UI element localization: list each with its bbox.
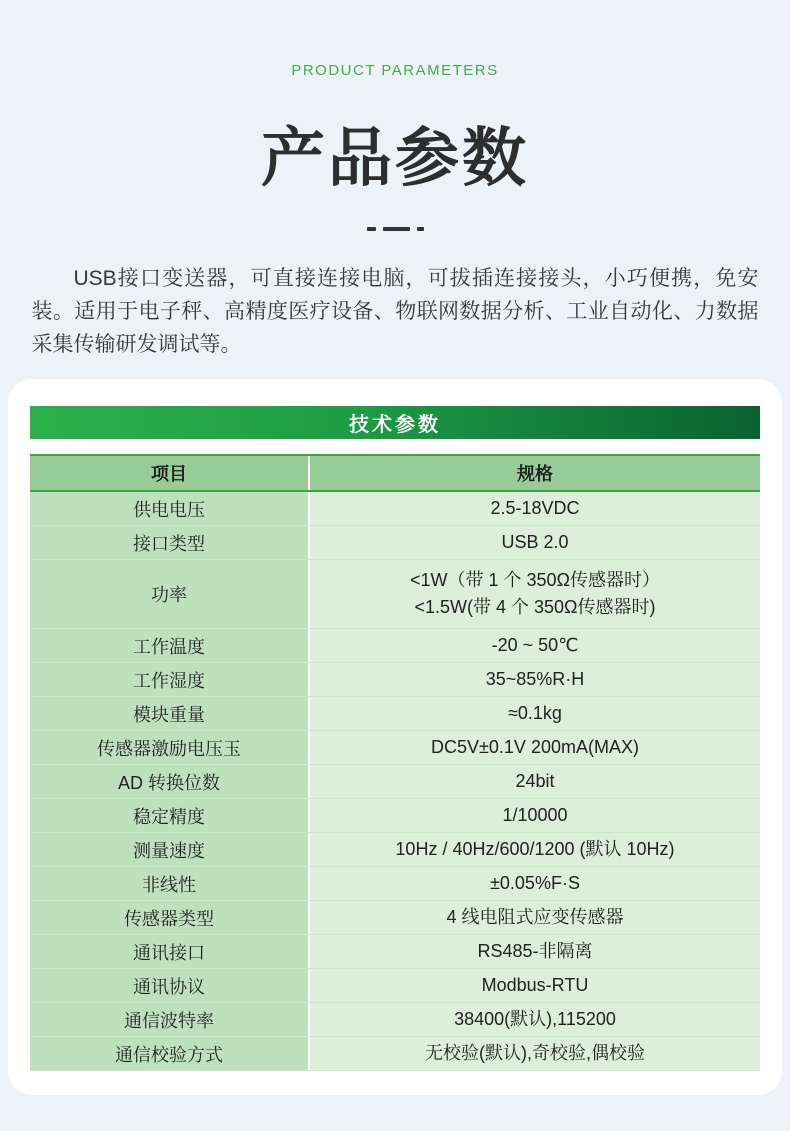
spec-card bbox=[8, 379, 782, 1095]
spec-item-value: 1/10000 bbox=[310, 799, 760, 832]
spec-item-value: Modbus-RTU bbox=[310, 969, 760, 1002]
table-header-row bbox=[30, 454, 760, 492]
table-row bbox=[30, 935, 760, 969]
spec-item-value: 2.5-18VDC bbox=[310, 492, 760, 525]
spec-item-label: 通信波特率 bbox=[30, 1003, 310, 1036]
table-row bbox=[30, 799, 760, 833]
spec-item-value: 10Hz / 40Hz/600/1200 (默认 10Hz) bbox=[310, 833, 760, 866]
spec-table-body bbox=[30, 492, 760, 1071]
spec-item-label: 接口类型 bbox=[30, 526, 310, 559]
spec-item-value: DC5V±0.1V 200mA(MAX) bbox=[310, 731, 760, 764]
spec-item-label: 工作温度 bbox=[30, 629, 310, 662]
spec-item-label: 传感器类型 bbox=[30, 901, 310, 934]
table-row bbox=[30, 833, 760, 867]
spec-item-value: <1W（带 1 个 350Ω传感器时） <1.5W(带 4 个 350Ω传感器时) bbox=[310, 560, 760, 628]
dash-short-left bbox=[367, 227, 376, 231]
table-row bbox=[30, 1003, 760, 1037]
spec-item-value: ≈0.1kg bbox=[310, 697, 760, 730]
section-title-bar: 技术参数 bbox=[30, 406, 760, 439]
dash-short-right bbox=[417, 227, 424, 231]
spec-item-label: 通信校验方式 bbox=[30, 1037, 310, 1070]
hero-section bbox=[0, 0, 790, 361]
column-header-spec: 规格 bbox=[517, 464, 553, 484]
spec-item-value: 无校验(默认),奇校验,偶校验 bbox=[310, 1037, 760, 1070]
spec-item-label: 供电电压 bbox=[30, 492, 310, 525]
table-row bbox=[30, 492, 760, 526]
table-row bbox=[30, 765, 760, 799]
spec-item-value: RS485-非隔离 bbox=[310, 935, 760, 968]
spec-table bbox=[30, 454, 760, 1071]
spec-item-value: 38400(默认),115200 bbox=[310, 1003, 760, 1036]
spec-item-label: 传感器激励电压玉 bbox=[30, 731, 310, 764]
dash-long bbox=[383, 227, 410, 231]
spec-item-label: 工作湿度 bbox=[30, 663, 310, 696]
table-row bbox=[30, 731, 760, 765]
table-row bbox=[30, 901, 760, 935]
page-title: 产品参数 bbox=[261, 122, 529, 194]
table-row bbox=[30, 663, 760, 697]
spec-item-label: 功率 bbox=[30, 560, 310, 628]
column-header-item: 项目 bbox=[30, 456, 310, 490]
spec-item-label: 稳定精度 bbox=[30, 799, 310, 832]
table-row bbox=[30, 697, 760, 731]
spec-item-value: ±0.05%F·S bbox=[310, 867, 760, 900]
spec-item-label: 通讯接口 bbox=[30, 935, 310, 968]
table-row bbox=[30, 969, 760, 1003]
spec-item-value: 35~85%R·H bbox=[310, 663, 760, 696]
spec-item-label: 非线性 bbox=[30, 867, 310, 900]
table-row bbox=[30, 629, 760, 663]
spec-item-value: USB 2.0 bbox=[310, 526, 760, 559]
table-row bbox=[30, 560, 760, 629]
spec-item-value: -20 ~ 50℃ bbox=[310, 629, 760, 662]
spec-item-label: 模块重量 bbox=[30, 697, 310, 730]
product-description: USB接口变送器，可直接连接电脑，可拔插连接接头，小巧便携，免安装。适用于电子秤、高精度医疗设备、物联网数据分析、工业自动化、力数据采集传输研发调试等。 bbox=[31, 267, 759, 356]
table-row bbox=[30, 526, 760, 560]
spec-item-label: 测量速度 bbox=[30, 833, 310, 866]
spec-item-label: 通讯协议 bbox=[30, 969, 310, 1002]
dash-decoration bbox=[0, 226, 790, 232]
eyebrow-text: PRODUCT PARAMETERS bbox=[291, 62, 499, 79]
table-row bbox=[30, 867, 760, 901]
spec-item-value: 4 线电阻式应变传感器 bbox=[310, 901, 760, 934]
table-row bbox=[30, 1037, 760, 1071]
spec-item-label: AD 转换位数 bbox=[30, 765, 310, 798]
spec-item-value: 24bit bbox=[310, 765, 760, 798]
